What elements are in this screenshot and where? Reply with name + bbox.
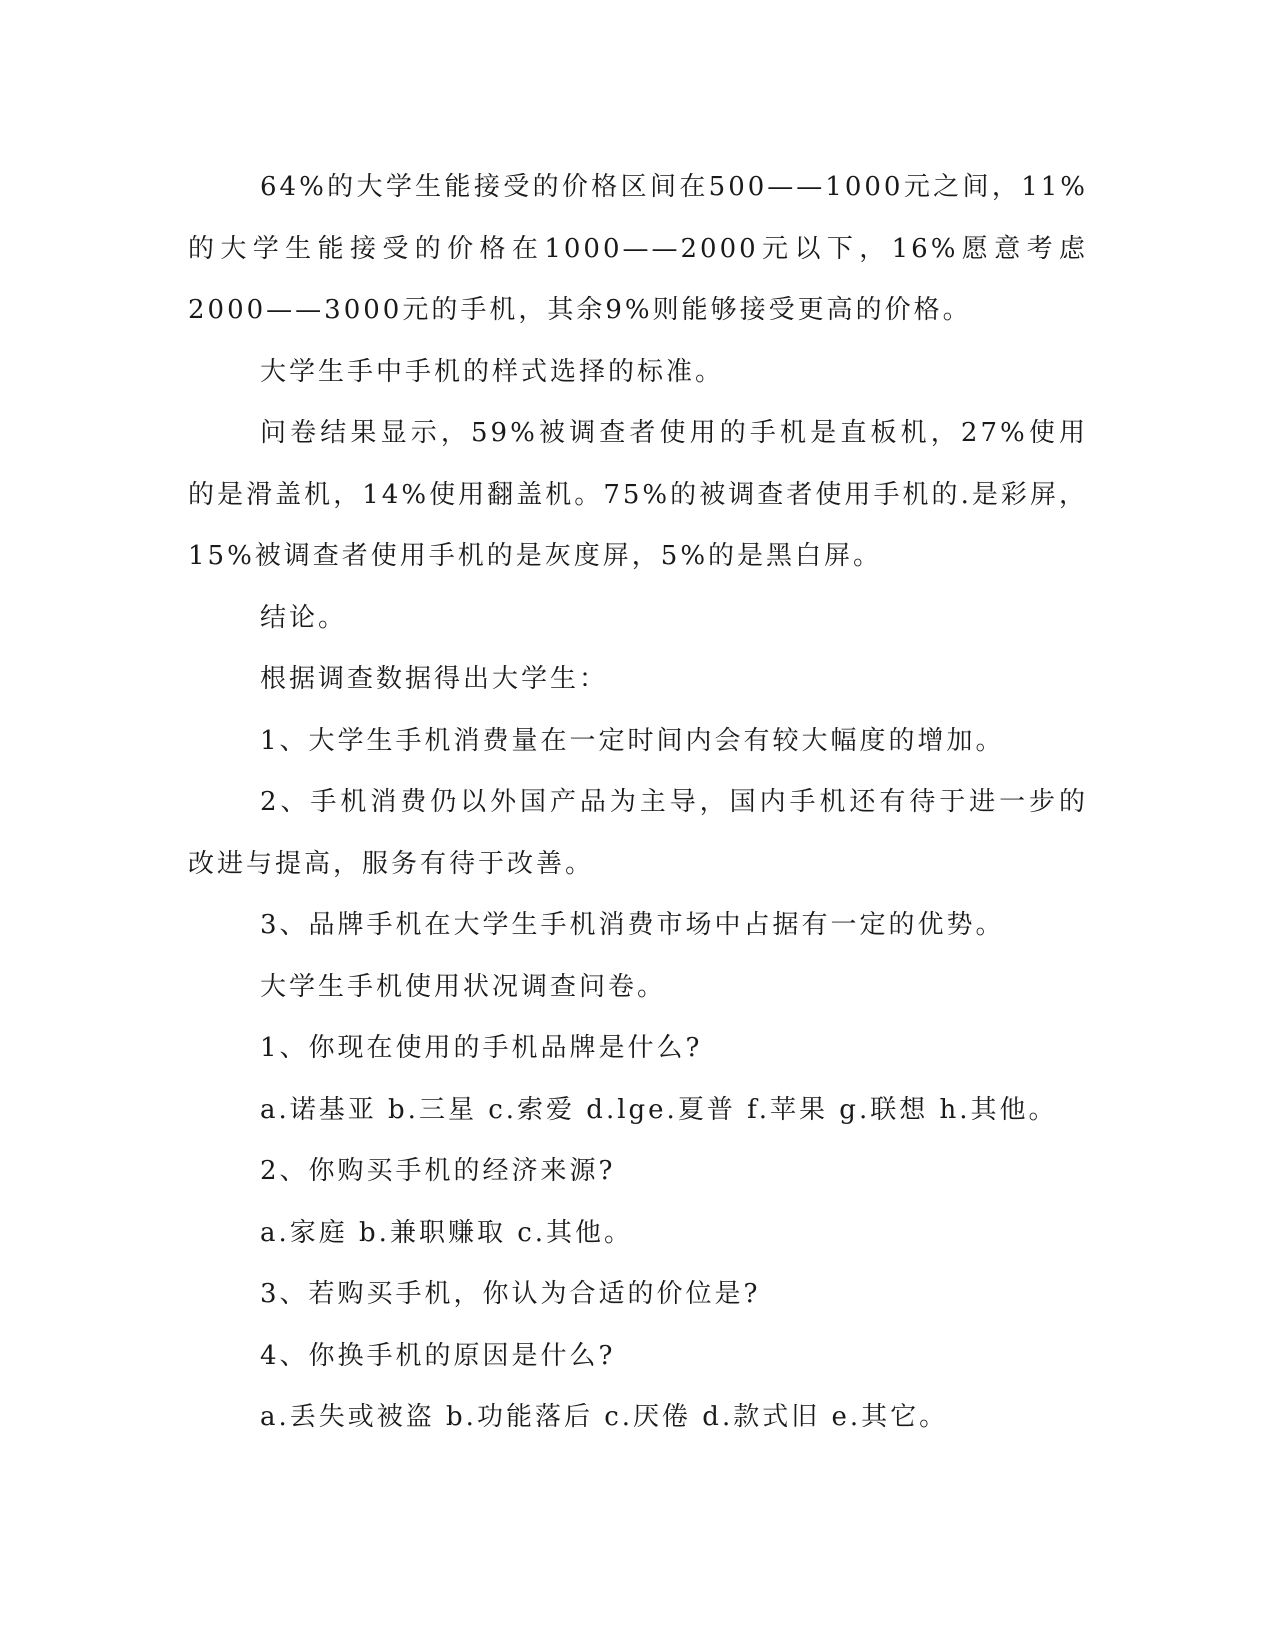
paragraph-question-3: 3、若购买手机，你认为合适的价位是? [260, 1279, 761, 1309]
paragraph-conclusion-2: 2、手机消费仍以外国产品为主导，国内手机还有待于进一步的改进与提高，服务有待于改善。 [188, 787, 1088, 879]
paragraph-question-2-options: a.家庭 b.兼职赚取 c.其他。 [260, 1217, 634, 1248]
paragraph-question-1: 1、你现在使用的手机品牌是什么? [260, 1033, 703, 1063]
paragraph-question-2: 2、你购买手机的经济来源? [260, 1156, 616, 1186]
paragraph-style-heading: 大学生手中手机的样式选择的标准。 [260, 356, 725, 387]
paragraph-price-range: 64%的大学生能接受的价格区间在500——1000元之间，11%的大学生能接受的价格在1000——2000元以下，16%愿意考虑2000——3000元的手机，其余9%则能够接受更高的价格。 [188, 172, 1088, 325]
paragraph-conclusion-heading: 结论。 [260, 602, 348, 633]
document-body [188, 157, 1088, 1449]
paragraph-conclusion-1: 1、大学生手机消费量在一定时间内会有较大幅度的增加。 [260, 725, 1005, 756]
paragraph-conclusion-intro: 根据调查数据得出大学生： [260, 664, 609, 694]
paragraph-questionnaire-title: 大学生手机使用状况调查问卷。 [260, 971, 667, 1002]
paragraph-question-1-options: a.诺基亚 b.三星 c.索爱 d.lge.夏普 f.苹果 g.联想 h.其他。 [260, 1094, 1058, 1125]
paragraph-conclusion-3: 3、品牌手机在大学生手机消费市场中占据有一定的优势。 [260, 910, 1005, 940]
paragraph-question-4-options: a.丢失或被盗 b.功能落后 c.厌倦 d.款式旧 e.其它。 [260, 1402, 949, 1432]
paragraph-question-4: 4、你换手机的原因是什么? [260, 1340, 616, 1371]
paragraph-survey-results: 问卷结果显示，59%被调查者使用的手机是直板机，27%使用的是滑盖机，14%使用翻盖机。75%的被调查者使用手机的.是彩屏，15%被调查者使用手机的是灰度屏，5%的是黑白屏。 [188, 418, 1088, 571]
